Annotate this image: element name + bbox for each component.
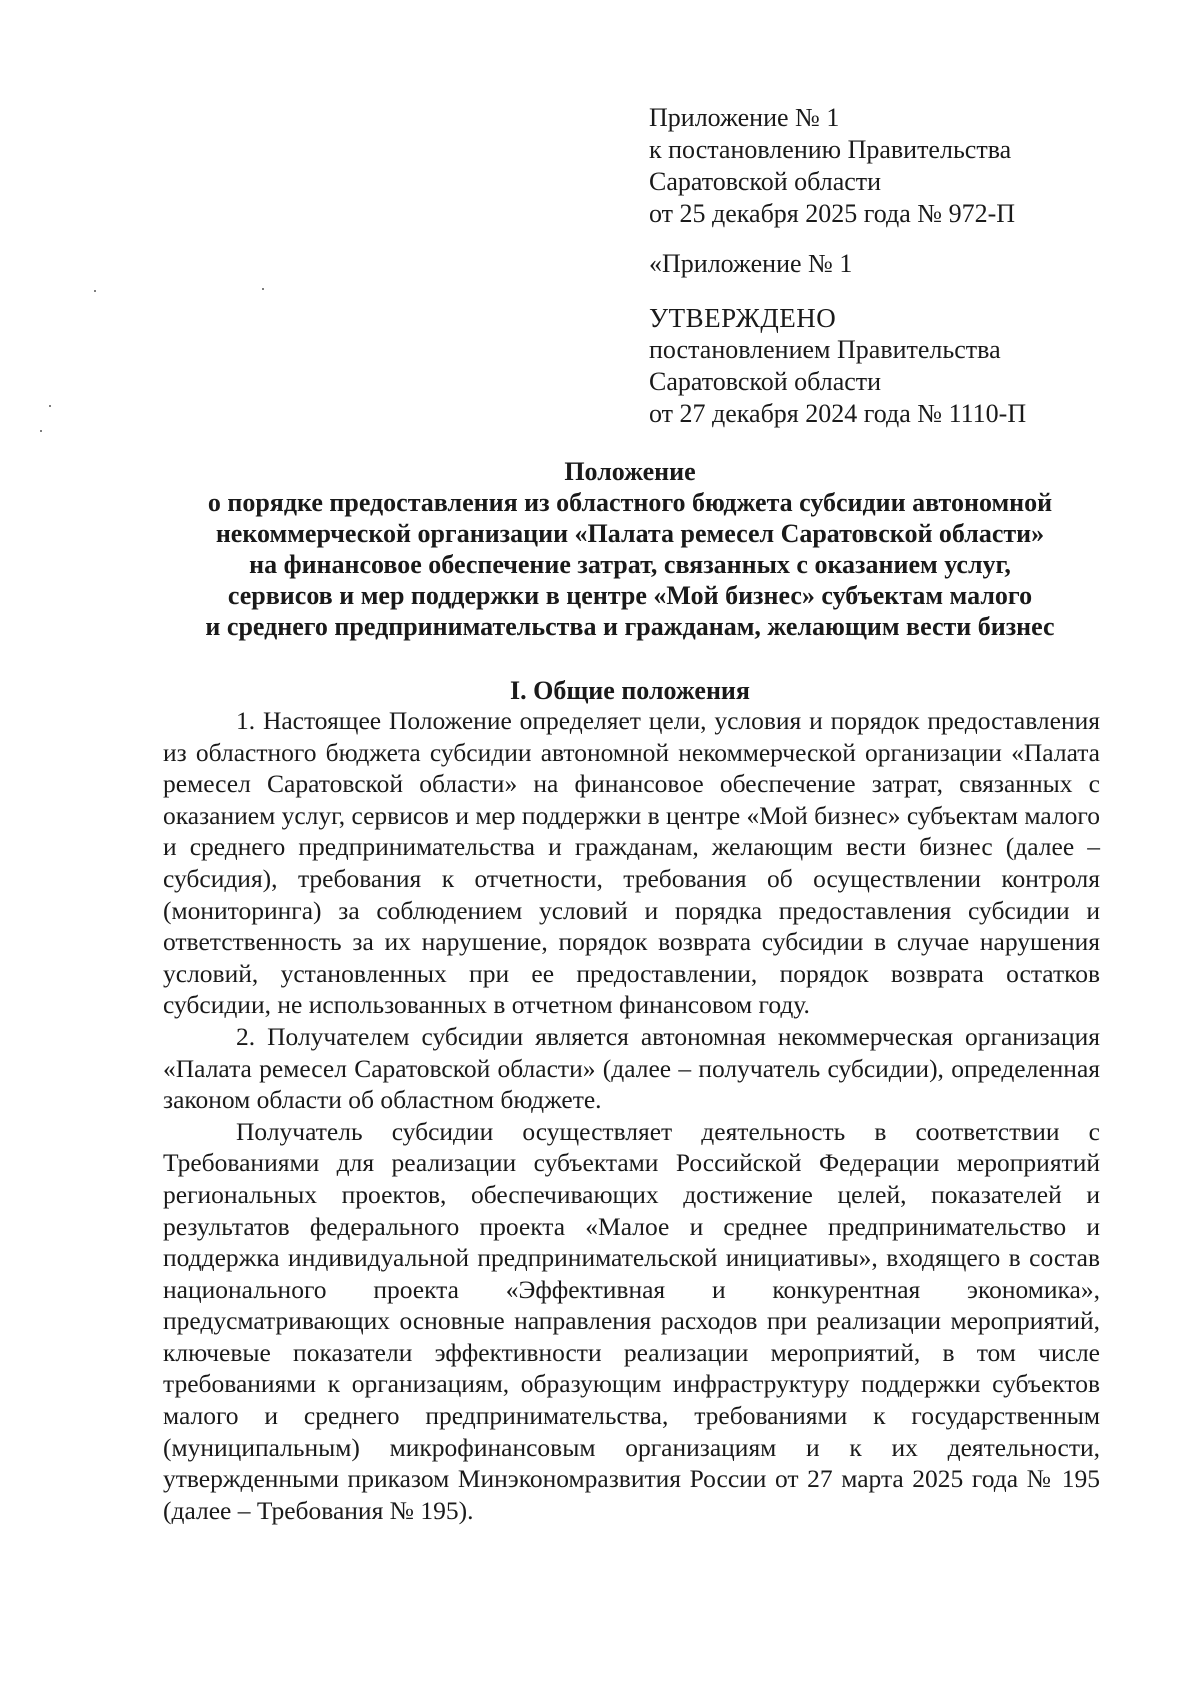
title-line: о порядке предоставления из областного бюджета субсидии автономной bbox=[207, 488, 1053, 517]
scan-speck bbox=[40, 430, 42, 432]
document-title bbox=[160, 456, 1100, 642]
scan-speck bbox=[49, 405, 51, 407]
appendix-number: Приложение № 1 bbox=[649, 103, 840, 132]
section-heading: I. Общие положения bbox=[510, 676, 750, 705]
appendix-header bbox=[649, 102, 1149, 430]
approved-by: постановлением Правительства bbox=[649, 335, 1001, 364]
paragraph-1: 1. Настоящее Положение определяет цели, условия и порядок предоставления из областного бюджета субсидии автономной некоммерческой организации «Палата ремесел Саратовской области» на финансовое обеспечение затрат, связанных с оказанием услуг, сервисов и мер поддержки в центре «Мой бизнес» субъектам малого и среднего предпринимательства и гражданам, желающим вести бизнес (далее – субсидия), требования к отчетности, требования об осуществлении контроля (мониторинга) за соблюдением условий и порядка предоставления субсидии и ответственность за их нарушение, порядок возврата субсидии в случае нарушения условий, установленных при ее предоставлении, порядок возврата остатков субсидии, не использованных в отчетном финансовом году. bbox=[163, 706, 1100, 1020]
document-body bbox=[163, 705, 1100, 1526]
title-line: некоммерческой организации «Палата ремесел Саратовской области» bbox=[215, 519, 1045, 548]
appendix-resolution: к постановлению Правительства bbox=[649, 135, 1012, 164]
scan-speck bbox=[94, 290, 96, 292]
paragraph-3: Получатель субсидии осуществляет деятельность в соответствии с Требованиями для реализации субъектами Российской Федерации мероприятий региональных проектов, обеспечивающих достижение целей, показателей и результатов федерального проекта «Малое и среднее предпринимательство и поддержка индивидуальной предпринимательской инициативы», входящего в состав национального проекта «Эффективная и конкурентная экономика», предусматривающих основные направления расходов при реализации мероприятий, ключевые показатели эффективности реализации мероприятий, в том числе требованиями к организациям, образующим инфраструктуру поддержки субъектов малого и среднего предпринимательства, требованиями к государственным (муниципальным) микрофинансовым организациям и к их деятельности, утвержденными приказом Минэкономразвития России от 27 марта 2025 года № 195 (далее – Требования № 195). bbox=[163, 1116, 1100, 1525]
title-line: на финансовое обеспечение затрат, связанных с оказанием услуг, bbox=[249, 550, 1011, 579]
title-line: Положение bbox=[564, 457, 696, 486]
scan-speck bbox=[262, 288, 264, 290]
approved-region: Саратовской области bbox=[649, 367, 882, 396]
title-line: и среднего предпринимательства и гражданам, желающим вести бизнес bbox=[205, 612, 1055, 641]
appendix-date: от 25 декабря 2025 года № 972-П bbox=[649, 199, 1016, 228]
approved-title: УТВЕРЖДЕНО bbox=[649, 303, 837, 333]
approved-date: от 27 декабря 2024 года № 1110-П bbox=[649, 399, 1027, 428]
previous-appendix-number: «Приложение № 1 bbox=[649, 249, 853, 278]
appendix-region: Саратовской области bbox=[649, 167, 882, 196]
title-line: сервисов и мер поддержки в центре «Мой бизнес» субъектам малого bbox=[227, 581, 1033, 610]
paragraph-2: 2. Получателем субсидии является автономная некоммерческая организация «Палата ремесел Саратовской области» (далее – получатель субсидии), определенная законом области об областном бюджете. bbox=[163, 1021, 1100, 1115]
